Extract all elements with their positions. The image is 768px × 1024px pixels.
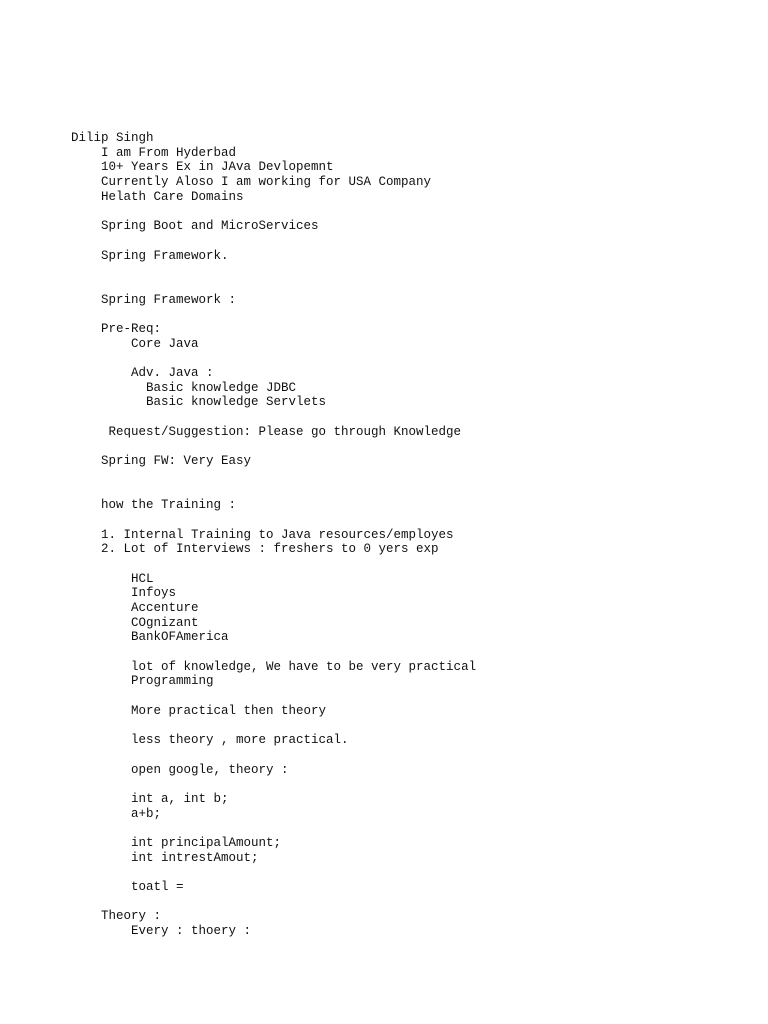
text-line xyxy=(71,234,476,249)
text-line: BankOFAmerica xyxy=(71,630,229,645)
text-line: Basic knowledge JDBC xyxy=(71,380,297,395)
text-line: Spring Framework : xyxy=(71,292,237,307)
text-line: Every : thoery : xyxy=(71,924,252,939)
text-line: Programming xyxy=(71,674,214,689)
text-line: Theory : xyxy=(71,909,162,924)
text-line xyxy=(71,719,476,734)
text-line xyxy=(71,645,476,660)
text-line: less theory , more practical. xyxy=(71,733,349,748)
text-line xyxy=(71,351,476,366)
text-line xyxy=(71,469,476,484)
text-line: HCL xyxy=(71,571,154,586)
text-line: Pre-Req: xyxy=(71,321,162,336)
document-text xyxy=(71,131,476,939)
text-line xyxy=(71,777,476,792)
text-line: Currently Aloso I am working for USA Company xyxy=(71,175,432,190)
text-line: Request/Suggestion: Please go through Knowledge xyxy=(71,424,462,439)
text-line: Core Java xyxy=(71,336,199,351)
text-line: how the Training : xyxy=(71,498,237,513)
text-line xyxy=(71,557,476,572)
text-line: 10+ Years Ex in JAva Devlopemnt xyxy=(71,160,334,175)
text-line xyxy=(71,307,476,322)
text-line xyxy=(71,278,476,293)
text-line: I am From Hyderbad xyxy=(71,145,237,160)
text-line xyxy=(71,895,476,910)
text-line xyxy=(71,263,476,278)
text-line: int intrestAmout; xyxy=(71,850,259,865)
text-line: a+b; xyxy=(71,806,162,821)
text-line: Spring FW: Very Easy xyxy=(71,454,252,469)
text-line: Accenture xyxy=(71,601,199,615)
text-line xyxy=(71,689,476,704)
text-line xyxy=(71,865,476,880)
text-line: Spring Framework. xyxy=(71,248,229,263)
text-line: lot of knowledge, We have to be very practical xyxy=(71,659,477,674)
text-line: 1. Internal Training to Java resources/employes xyxy=(71,527,454,542)
text-line xyxy=(71,204,476,219)
text-line: More practical then theory xyxy=(71,703,327,718)
text-line: 2. Lot of Interviews : freshers to 0 yers exp xyxy=(71,542,439,557)
text-line xyxy=(71,484,476,499)
text-line xyxy=(71,439,476,454)
text-line: int a, int b; xyxy=(71,791,229,806)
text-line: Infoys xyxy=(71,586,177,601)
text-line: open google, theory : xyxy=(71,762,289,777)
text-line xyxy=(71,821,476,836)
text-line: COgnizant xyxy=(71,615,199,630)
text-line xyxy=(71,410,476,425)
text-line: int principalAmount; xyxy=(71,836,282,850)
text-line: toatl = xyxy=(71,880,184,895)
text-line: Spring Boot and MicroServices xyxy=(71,219,319,234)
text-line: Dilip Singh xyxy=(71,131,154,145)
text-line: Helath Care Domains xyxy=(71,189,244,204)
text-line: Adv. Java : xyxy=(71,366,214,380)
text-line xyxy=(71,513,476,528)
text-line: Basic knowledge Servlets xyxy=(71,395,327,410)
text-line xyxy=(71,748,476,763)
